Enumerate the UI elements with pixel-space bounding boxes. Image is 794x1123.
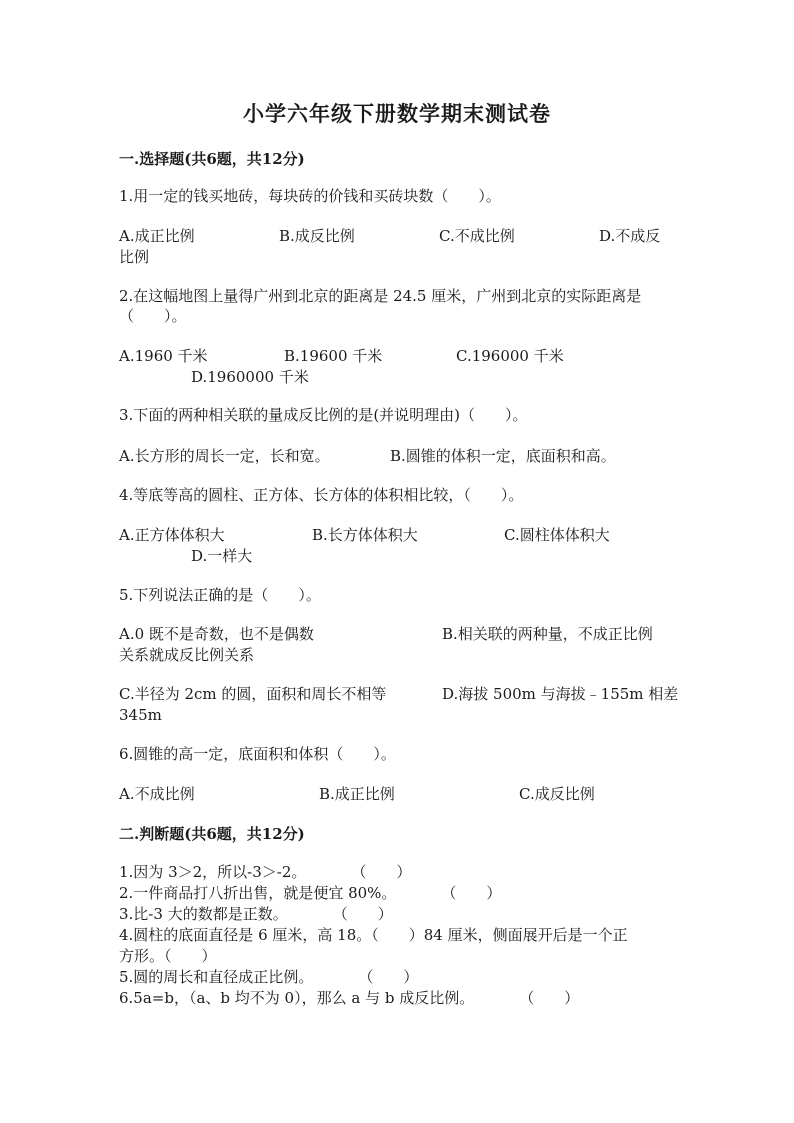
option-b: B.成反比例 — [279, 227, 355, 245]
question-3-stem: 3.下面的两种相关联的量成反比例的是(并说明理由)（ ）。 — [119, 406, 528, 424]
option-c: C.196000 千米 — [456, 347, 564, 365]
option-d: D.1960000 千米 — [191, 368, 309, 386]
option-c: C.圆柱体体积大 — [504, 526, 610, 544]
section-heading-judgement: 二.判断题(共6题，共12分) — [119, 825, 305, 843]
option-d: D.海拔 500m 与海拔﹣155m 相差 — [442, 685, 679, 703]
option-b: B.成正比例 — [319, 785, 395, 803]
question-2-stem: 2.在这幅地图上量得广州到北京的距离是 24.5 厘米，广州到北京的实际距离是 — [119, 287, 642, 305]
judgement-item-6: 6.5a=b，（a、b 均不为 0），那么 a 与 b 成反比例。 （ ） — [119, 989, 580, 1007]
option-c: C.成反比例 — [519, 785, 595, 803]
judgement-item-1: 1.因为 3＞2，所以-3＞-2。 （ ） — [119, 863, 412, 881]
option-c: C.不成比例 — [439, 227, 515, 245]
option-b: B.19600 千米 — [284, 347, 383, 365]
option-a: A.1960 千米 — [119, 347, 208, 365]
question-6-stem: 6.圆锥的高一定，底面积和体积（ ）。 — [119, 745, 396, 763]
option-b-continued: 关系就成反比例关系 — [119, 646, 255, 664]
judgement-item-4: 4.圆柱的底面直径是 6 厘米，高 18。（ ）84 厘米，侧面展开后是一个正 — [119, 926, 628, 944]
question-4-stem: 4.等底等高的圆柱、正方体、长方体的体积相比较，（ ）。 — [119, 486, 524, 504]
option-b: B.圆锥的体积一定，底面积和高。 — [390, 447, 616, 465]
option-a: A.0 既不是奇数，也不是偶数 — [119, 625, 314, 643]
option-b: B.相关联的两种量，不成正比例 — [442, 625, 653, 643]
option-c: C.半径为 2cm 的圆，面积和周长不相等 — [119, 685, 387, 703]
judgement-item-2: 2.一件商品打八折出售，就是便宜 80%。 （ ） — [119, 884, 502, 902]
judgement-item-5: 5.圆的周长和直径成正比例。 （ ） — [119, 968, 419, 986]
option-d-continued: 比例 — [119, 248, 150, 266]
option-a: A.成正比例 — [119, 227, 195, 245]
option-b: B.长方体体积大 — [312, 526, 418, 544]
option-a: A.不成比例 — [119, 785, 195, 803]
option-d-continued: 345m — [119, 706, 162, 724]
option-d: D.一样大 — [191, 547, 253, 565]
option-a: A.正方体体积大 — [119, 526, 225, 544]
question-2-stem-continued: （ ）。 — [119, 307, 187, 325]
question-5-stem: 5.下列说法正确的是（ ）。 — [119, 586, 321, 604]
option-a: A.长方形的周长一定，长和宽。 — [119, 447, 330, 465]
question-1-stem: 1.用一定的钱买地砖，每块砖的价钱和买砖块数（ ）。 — [119, 187, 501, 205]
option-d: D.不成反 — [599, 227, 661, 245]
judgement-item-3: 3.比-3 大的数都是正数。 （ ） — [119, 905, 393, 923]
page-title: 小学六年级下册数学期末测试卷 — [243, 101, 551, 126]
judgement-item-4-continued: 方形。（ ） — [119, 947, 217, 965]
section-heading-choice: 一.选择题(共6题，共12分) — [119, 150, 305, 168]
